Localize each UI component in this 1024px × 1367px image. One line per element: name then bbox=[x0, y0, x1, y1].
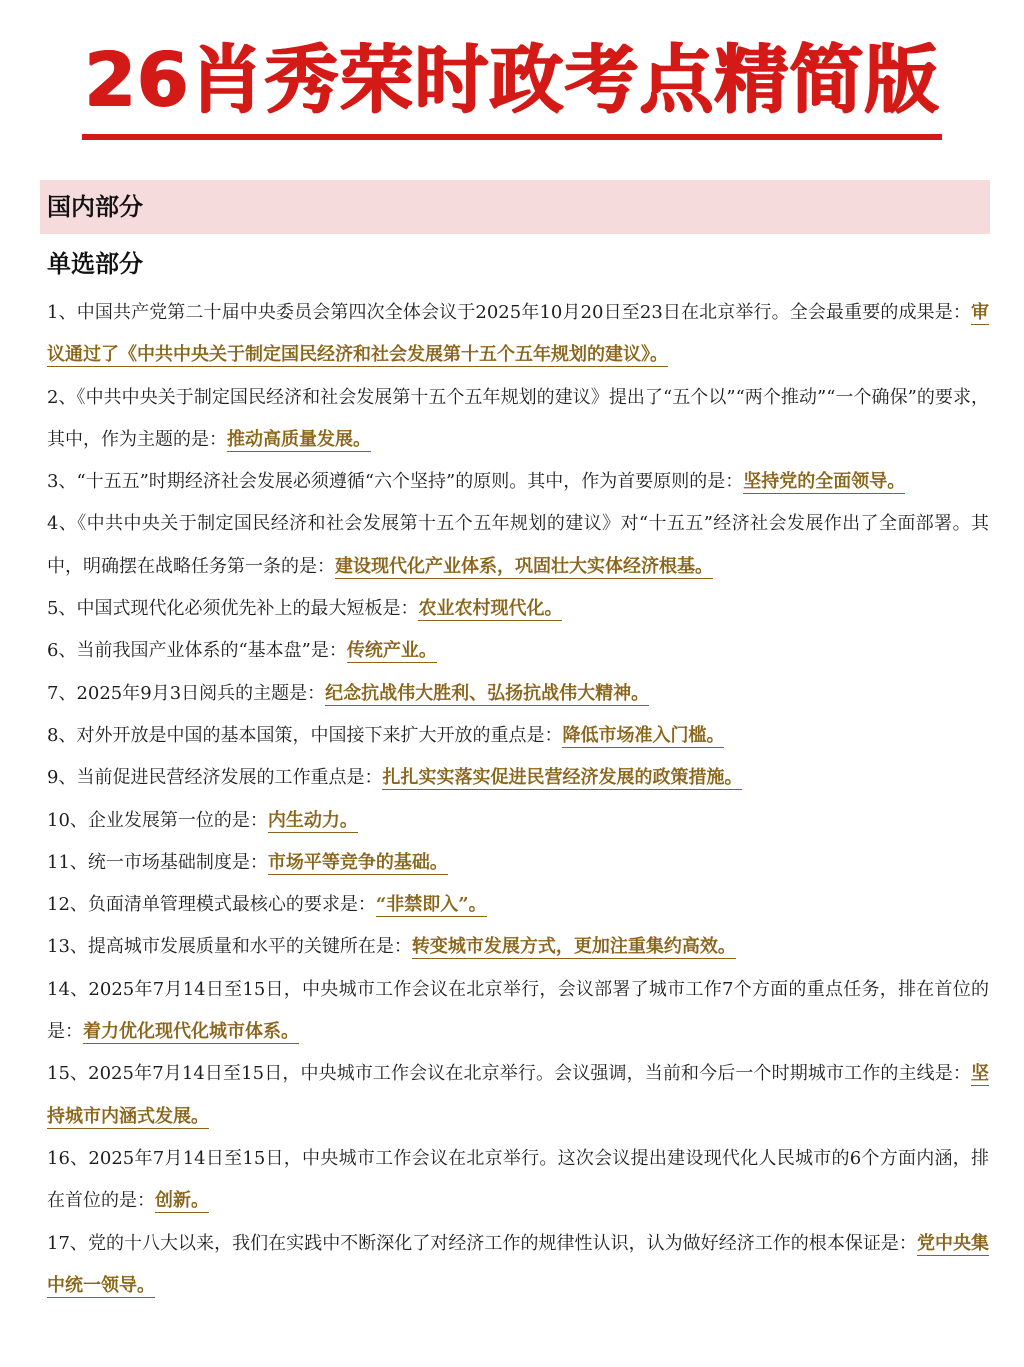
question-text: 10、企业发展第一位的是： bbox=[47, 809, 268, 831]
answer-text: 扎扎实实落实促进民营经济发展的政策措施。 bbox=[382, 767, 743, 789]
answer-text: 传统产业。 bbox=[346, 640, 437, 662]
list-item bbox=[47, 757, 989, 799]
answer-text: 党中央集中统一领导。 bbox=[47, 1232, 990, 1296]
list-item bbox=[47, 1053, 989, 1138]
question-text: 15、2025年7月14日至15日，中央城市工作会议在北京举行。会议强调，当前和今后一个时期城市工作的主线是： bbox=[47, 1063, 971, 1085]
question-text: 17、党的十八大以来，我们在实践中不断深化了对经济工作的规律性认识，认为做好经济工作的根本保证是： bbox=[47, 1232, 917, 1254]
answer-text: 农业农村现代化。 bbox=[418, 598, 563, 620]
question-text: 4、《中共中央关于制定国民经济和社会发展第十五个五年规划的建议》对“十五五”经济社会发展作出了全面部署。其中，明确摆在战略任务第一条的是： bbox=[47, 513, 989, 577]
question-text: 12、负面清单管理模式最核心的要求是： bbox=[47, 894, 376, 916]
answer-text: “非禁即入”。 bbox=[375, 894, 487, 916]
question-text: 5、中国式现代化必须优先补上的最大短板是： bbox=[47, 598, 419, 620]
answer-text: 市场平等竞争的基础。 bbox=[267, 851, 448, 873]
question-text: 2、《中共中央关于制定国民经济和社会发展第十五个五年规划的建议》提出了“五个以”“两个推动”“一个确保”的要求，其中，作为主题的是： bbox=[47, 386, 989, 450]
question-text: 13、提高城市发展质量和水平的关键所在是： bbox=[47, 936, 412, 958]
question-text: 9、当前促进民营经济发展的工作重点是： bbox=[47, 767, 383, 789]
title-underline bbox=[82, 134, 942, 140]
answer-text: 审议通过了《中共中央关于制定国民经济和社会发展第十五个五年规划的建议》。 bbox=[47, 302, 989, 366]
question-text: 3、“十五五”时期经济社会发展必须遵循“六个坚持”的原则。其中，作为首要原则的是： bbox=[47, 471, 744, 493]
list-item bbox=[47, 673, 989, 715]
answer-text: 创新。 bbox=[155, 1190, 209, 1212]
list-item bbox=[47, 926, 989, 968]
page-title: 26肖秀荣时政考点精简版 bbox=[84, 37, 940, 123]
question-text: 11、统一市场基础制度是： bbox=[47, 851, 268, 873]
list-item bbox=[47, 461, 989, 503]
question-text: 16、2025年7月14日至15日，中央城市工作会议在北京举行。这次会议提出建设现代化人民城市的6个方面内涵，排在首位的是： bbox=[47, 1147, 989, 1212]
list-item bbox=[47, 715, 989, 757]
list-item bbox=[47, 1138, 989, 1223]
question-text: 1、中国共产党第二十届中央委员会第四次全体会议于2025年10月20日至23日在北京举行。全会最重要的成果是： bbox=[47, 302, 971, 323]
answer-text: 坚持党的全面领导。 bbox=[743, 471, 906, 493]
section-title: 国内部分 bbox=[47, 193, 143, 221]
list-item bbox=[47, 630, 989, 672]
list-item bbox=[47, 1223, 989, 1308]
list-item bbox=[47, 588, 989, 630]
answer-text: 内生动力。 bbox=[267, 809, 358, 831]
subsection-title: 单选部分 bbox=[47, 250, 143, 278]
question-text: 7、2025年9月3日阅兵的主题是： bbox=[47, 682, 326, 704]
question-text: 14、2025年7月14日至15日，中央城市工作会议在北京举行，会议部署了城市工作7个方面的重点任务，排在首位的是： bbox=[47, 978, 989, 1043]
list-item bbox=[47, 377, 989, 462]
answer-text: 转变城市发展方式，更加注重集约高效。 bbox=[411, 936, 736, 958]
question-list bbox=[47, 292, 989, 1307]
answer-text: 纪念抗战伟大胜利、弘扬抗战伟大精神。 bbox=[325, 682, 650, 704]
list-item bbox=[47, 800, 989, 842]
answer-text: 推动高质量发展。 bbox=[227, 428, 371, 450]
answer-text: 降低市场准入门槛。 bbox=[562, 724, 725, 746]
answer-text: 建设现代化产业体系，巩固壮大实体经济根基。 bbox=[335, 555, 713, 577]
answer-text: 坚持城市内涵式发展。 bbox=[47, 1063, 989, 1127]
list-item bbox=[47, 292, 989, 377]
list-item bbox=[47, 842, 989, 884]
list-item bbox=[47, 884, 989, 926]
section-header-bar bbox=[40, 180, 990, 234]
list-item bbox=[47, 969, 989, 1054]
answer-text: 着力优化现代化城市体系。 bbox=[83, 1021, 299, 1043]
question-text: 8、对外开放是中国的基本国策，中国接下来扩大开放的重点是： bbox=[47, 724, 563, 746]
list-item bbox=[47, 503, 989, 588]
question-text: 6、当前我国产业体系的“基本盘”是： bbox=[47, 640, 347, 662]
